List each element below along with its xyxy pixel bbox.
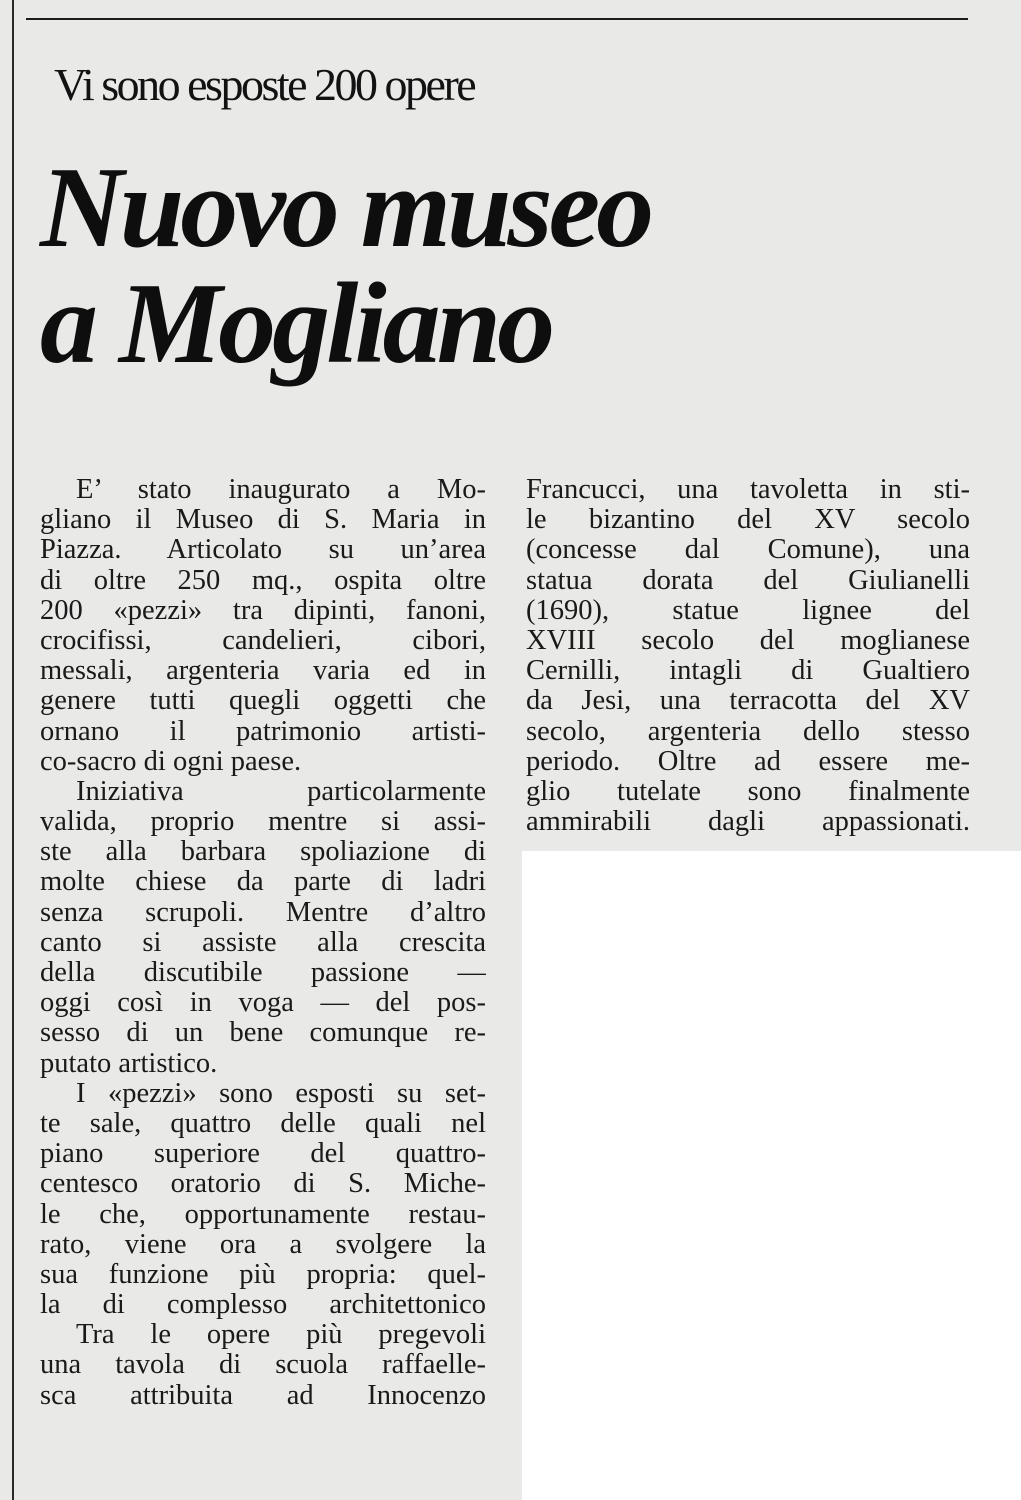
column-rule-top bbox=[26, 18, 968, 20]
headline-line-1: Nuovo museo bbox=[40, 144, 651, 272]
text-line: di oltre 250 mq., ospita oltre bbox=[40, 565, 486, 596]
text-line: putato artistico. bbox=[40, 1048, 218, 1079]
text-line: ste alla barbara spoliazione di bbox=[40, 837, 486, 868]
text-line: secolo, argenteria dello stesso bbox=[526, 716, 970, 747]
text-line: statua dorata del Giulianelli bbox=[526, 565, 970, 596]
text-line: la di complesso architettonico bbox=[40, 1290, 486, 1321]
text-line: le che, opportunamente restau- bbox=[40, 1199, 486, 1230]
text-line: glio tutelate sono finalmente bbox=[526, 776, 970, 807]
text-line: 200 «pezzi» tra dipinti, fanoni, bbox=[40, 595, 486, 626]
text-line: I «pezzi» sono esposti su set- bbox=[76, 1078, 486, 1109]
text-line: te sale, quattro delle quali nel bbox=[40, 1108, 486, 1139]
text-line: Cernilli, intagli di Gualtiero bbox=[526, 656, 970, 687]
text-line: canto si assiste alla crescita bbox=[40, 927, 486, 958]
article-column-right bbox=[526, 475, 970, 837]
text-line: ornano il patrimonio artisti- bbox=[40, 716, 486, 747]
column-rule-left bbox=[12, 0, 14, 1500]
text-line: messali, argenteria varia ed in bbox=[40, 656, 486, 687]
text-line: una tavola di scuola raffaelle- bbox=[40, 1350, 486, 1381]
text-line: piano superiore del quattro- bbox=[40, 1139, 486, 1170]
text-line: crocifissi, candelieri, cibori, bbox=[40, 625, 486, 656]
text-line: periodo. Oltre ad essere me- bbox=[526, 746, 970, 777]
text-line: co-sacro di ogni paese. bbox=[40, 746, 302, 777]
text-line: (1690), statue lignee del bbox=[526, 595, 970, 626]
text-line: XVIII secolo del moglianese bbox=[526, 625, 970, 656]
text-line: genere tutti quegli oggetti che bbox=[40, 686, 486, 717]
text-line: gliano il Museo di S. Maria in bbox=[40, 505, 486, 536]
text-line: molte chiese da parte di ladri bbox=[40, 867, 486, 898]
text-line: sca attribuita ad Innocenzo bbox=[40, 1380, 486, 1411]
article-kicker: Vi sono esposte 200 opere bbox=[54, 59, 475, 110]
text-line: Piazza. Articolato su un’area bbox=[40, 535, 486, 566]
text-line: ammirabili dagli appassionati. bbox=[526, 807, 970, 838]
text-line: sua funzione più propria: quel- bbox=[40, 1259, 486, 1290]
text-line: valida, proprio mentre si assi- bbox=[40, 807, 486, 838]
text-line: (concesse dal Comune), una bbox=[526, 535, 970, 566]
text-line: rato, viene ora a svolgere la bbox=[40, 1229, 486, 1260]
text-line: oggi così in voga — del pos- bbox=[40, 988, 486, 1019]
text-line: Iniziativa particolarmente bbox=[76, 776, 486, 807]
text-line: senza scrupoli. Mentre d’altro bbox=[40, 897, 486, 928]
text-line: Francucci, una tavoletta in sti- bbox=[526, 475, 970, 505]
text-line: della discutibile passione — bbox=[40, 958, 486, 988]
text-line: Tra le opere più pregevoli bbox=[76, 1320, 486, 1351]
headline-line-2: a Mogliano bbox=[40, 260, 552, 388]
text-line: da Jesi, una terracotta del XV bbox=[526, 686, 970, 717]
text-line: centesco oratorio di S. Miche- bbox=[40, 1169, 486, 1200]
text-line: E’ stato inaugurato a Mo- bbox=[76, 475, 486, 505]
text-line: le bizantino del XV secolo bbox=[526, 505, 970, 536]
text-line: sesso di un bene comunque re- bbox=[40, 1018, 486, 1049]
article-column-left bbox=[40, 475, 486, 1411]
article-headline bbox=[40, 144, 651, 388]
